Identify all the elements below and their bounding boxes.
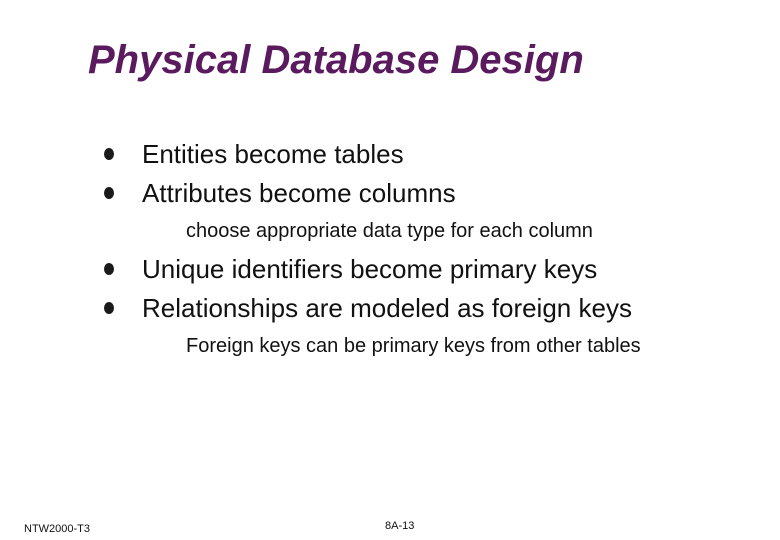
bullet-dot-icon (104, 187, 114, 199)
sub-item-foreign-keys: Foreign keys can be primary keys from other tables (186, 335, 641, 357)
bullet-text: Attributes become columns (142, 178, 456, 208)
bullet-dot-icon (104, 148, 114, 160)
footer-course-code: NTW2000-T3 (24, 523, 91, 535)
footer-page-label: 8A-13 (385, 520, 415, 532)
bullet-item-relationships (104, 292, 632, 324)
bullet-text: Entities become tables (142, 139, 404, 169)
bullet-text: Relationships are modeled as foreign keys (142, 293, 632, 323)
bullet-item-attributes (104, 177, 456, 209)
slide-title: Physical Database Design (88, 38, 584, 82)
bullet-text: Unique identifiers become primary keys (142, 254, 598, 284)
bullet-item-entities (104, 138, 404, 170)
sub-item-data-type: choose appropriate data type for each column (186, 220, 593, 242)
bullet-item-unique-identifiers (104, 253, 597, 285)
bullet-dot-icon (104, 263, 114, 275)
bullet-dot-icon (104, 302, 114, 314)
